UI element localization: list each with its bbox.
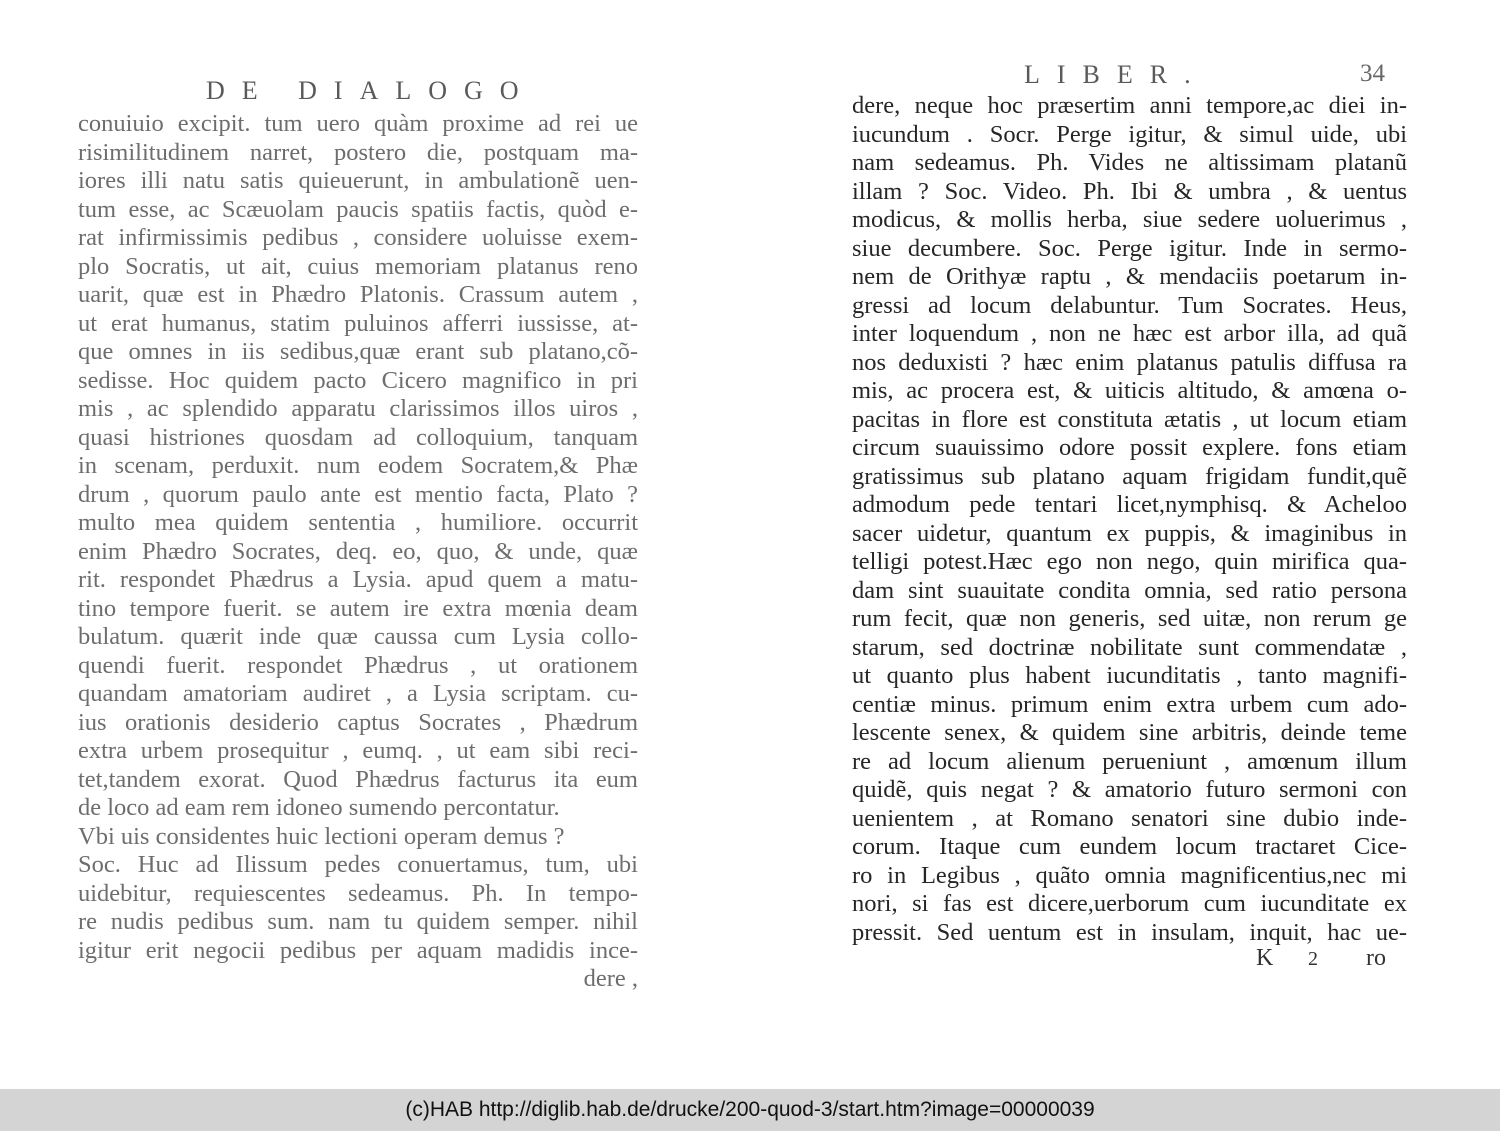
text-line: circum suauissimo odore possit explere. fons etiam — [852, 434, 1407, 461]
text-line: uidebitur, requiescentes sedeamus. Ph. In tempo- — [78, 879, 638, 907]
text-line: re nudis pedibus sum. nam tu quidem semper. nihil — [78, 908, 638, 935]
catchword: dere , — [583, 965, 638, 992]
text-line: dere, neque hoc præsertim anni tempore,ac diei in- — [852, 92, 1407, 119]
text-line: mis , ac splendido apparatu clarissimos illos uiros , — [78, 395, 638, 422]
copyright-footer — [0, 1089, 1500, 1131]
text-line: Vbi uis considentes huic lectioni operam demus ? — [78, 822, 565, 850]
text-line: modicus, & mollis herba, siue sedere uoluerimus , — [852, 206, 1407, 233]
text-line: admodum pede tentari licet,nymphisq. & Acheloo — [852, 491, 1407, 518]
text-line: nos deduxisti ? hæc enim platanus patulis diffusa ra — [852, 348, 1407, 376]
text-line: pressit. Sed uentum est in insulam, inquit, hac ue- — [852, 918, 1407, 946]
text-line: corum. Itaque cum eundem locum tractaret Cice- — [852, 833, 1407, 860]
text-line: conuiuio excipit. tum uero quàm proxime ad rei ue — [78, 110, 638, 137]
text-line: igitur erit negocii pedibus per aquam madidis ince- — [78, 936, 638, 964]
left-text-block — [78, 110, 638, 994]
text-line: plo Socratis, ut ait, cuius memoriam platanus reno — [78, 252, 638, 280]
text-line: starum, sed doctrinæ nobilitate sunt commendatæ , — [852, 633, 1407, 661]
text-line: re ad locum alienum perueniunt , amœnum illum — [852, 747, 1407, 775]
signature-mark: K — [1256, 945, 1274, 971]
text-line: ro in Legibus , quãto omnia magnificentius,nec mi — [852, 861, 1407, 889]
text-line: inter loquendum , non ne hæc est arbor illa, ad quã — [852, 320, 1407, 347]
text-line: mis, ac procera est, & uiticis altitudo, & amœna o- — [852, 377, 1407, 404]
text-line: gratissimus sub platano aquam frigidam fundit,quẽ — [852, 462, 1407, 490]
signature-number: 2 — [1308, 948, 1318, 970]
catchword: ro — [1366, 945, 1386, 971]
text-line: de loco ad eam rem idoneo sumendo percontatur. — [78, 794, 560, 821]
text-line: uenientem , at Romano senatori sine dubio inde- — [852, 804, 1407, 832]
text-line: iucundum . Socr. Perge igitur, & simul uide, ubi — [852, 120, 1407, 148]
text-line: gressi ad locum delabuntur. Tum Socrates. Heus, — [852, 291, 1407, 319]
text-line: iores illi natu satis quieuerunt, in ambulationẽ uen- — [78, 167, 638, 194]
text-line: que omnes in iis sedibus,quæ erant sub platano,cõ- — [78, 338, 638, 365]
left-running-head: DE DIALOGO — [206, 76, 536, 105]
text-line: bulatum. quærit inde quæ caussa cum Lysia collo- — [78, 623, 638, 650]
right-running-head: LIBER. — [1024, 60, 1208, 89]
text-line: tum esse, ac Scæuolam paucis spatiis factis, quòd e- — [78, 195, 638, 223]
text-line: pacitas in flore est constituta ætatis , ut locum etiam — [852, 405, 1407, 433]
text-line: ius orationis desiderio captus Socrates , Phædrum — [78, 708, 638, 736]
text-line: quasi histriones quosdam ad colloquium, tanquam — [78, 423, 638, 451]
text-line: illam ? Soc. Video. Ph. Ibi & umbra , & uentus — [852, 177, 1407, 205]
text-line: telligi potest.Hæc ego non nego, quin mirifica qua- — [852, 548, 1407, 575]
text-line: lescente senex, & quidem sine arbitris, deinde teme — [852, 719, 1407, 746]
text-line: Soc. Huc ad Ilissum pedes conuertamus, tum, ubi — [78, 851, 638, 878]
text-line: tet,tandem exorat. Quod Phædrus facturus ita eum — [78, 765, 638, 793]
text-line: quandam amatoriam audiret , a Lysia scriptam. cu- — [78, 680, 638, 707]
text-line: nem de Orithyæ raptu , & mendaciis poetarum in- — [852, 263, 1407, 290]
text-line: siue decumbere. Soc. Perge igitur. Inde in sermo- — [852, 234, 1407, 262]
page-number: 34 — [1360, 60, 1385, 87]
text-line: tino tempore fuerit. se autem ire extra mœnia deam — [78, 594, 638, 622]
text-line: rit. respondet Phædrus a Lysia. apud quem a matu- — [78, 566, 638, 593]
text-line: risimilitudinem narret, postero die, postquam ma- — [78, 138, 638, 166]
text-line: nam sedeamus. Ph. Vides ne altissimam platanũ — [852, 149, 1407, 176]
text-line: sedisse. Hoc quidem pacto Cicero magnifico in pri — [78, 366, 638, 394]
text-line: multo mea quidem sententia , humiliore. occurrit — [78, 509, 638, 536]
text-line: rat infirmissimis pedibus , considere uoluisse exem- — [78, 224, 638, 251]
text-line: dam sint suauitate condita omnia, sed ratio persona — [852, 576, 1407, 604]
text-line: nori, si fas est dicere,uerborum cum iucunditate ex — [852, 890, 1407, 917]
text-line: in scenam, perduxit. num eodem Socratem,& Phæ — [78, 452, 638, 479]
right-text-block — [852, 92, 1407, 947]
text-line: ut erat humanus, statim puluinos afferri iussisse, at- — [78, 309, 638, 337]
text-line: rum fecit, quæ non generis, sed uitæ, non rerum ge — [852, 605, 1407, 632]
text-line: sacer uidetur, quantum ex puppis, & imaginibus in — [852, 519, 1407, 547]
text-line: extra urbem prosequitur , eumq. , ut eam sibi reci- — [78, 737, 638, 764]
footer-credit: (c)HAB http://diglib.hab.de/drucke/200-quod-3/start.htm?image=00000039 — [405, 1098, 1095, 1121]
text-line: enim Phædro Socrates, deq. eo, quo, & unde, quæ — [78, 537, 638, 565]
text-line: drum , quorum paulo ante est mentio facta, Plato ? — [78, 480, 638, 508]
text-line: centiæ minus. primum enim extra urbem cum ado- — [852, 690, 1407, 718]
text-line: ut quanto plus habent iucunditatis , tanto magnifi- — [852, 662, 1407, 689]
text-line: uarit, quæ est in Phædro Platonis. Crassum autem , — [78, 281, 638, 308]
text-line: quendi fuerit. respondet Phædrus , ut orationem — [78, 651, 638, 679]
text-line: quidẽ, quis negat ? & amatorio futuro sermoni con — [852, 776, 1407, 803]
